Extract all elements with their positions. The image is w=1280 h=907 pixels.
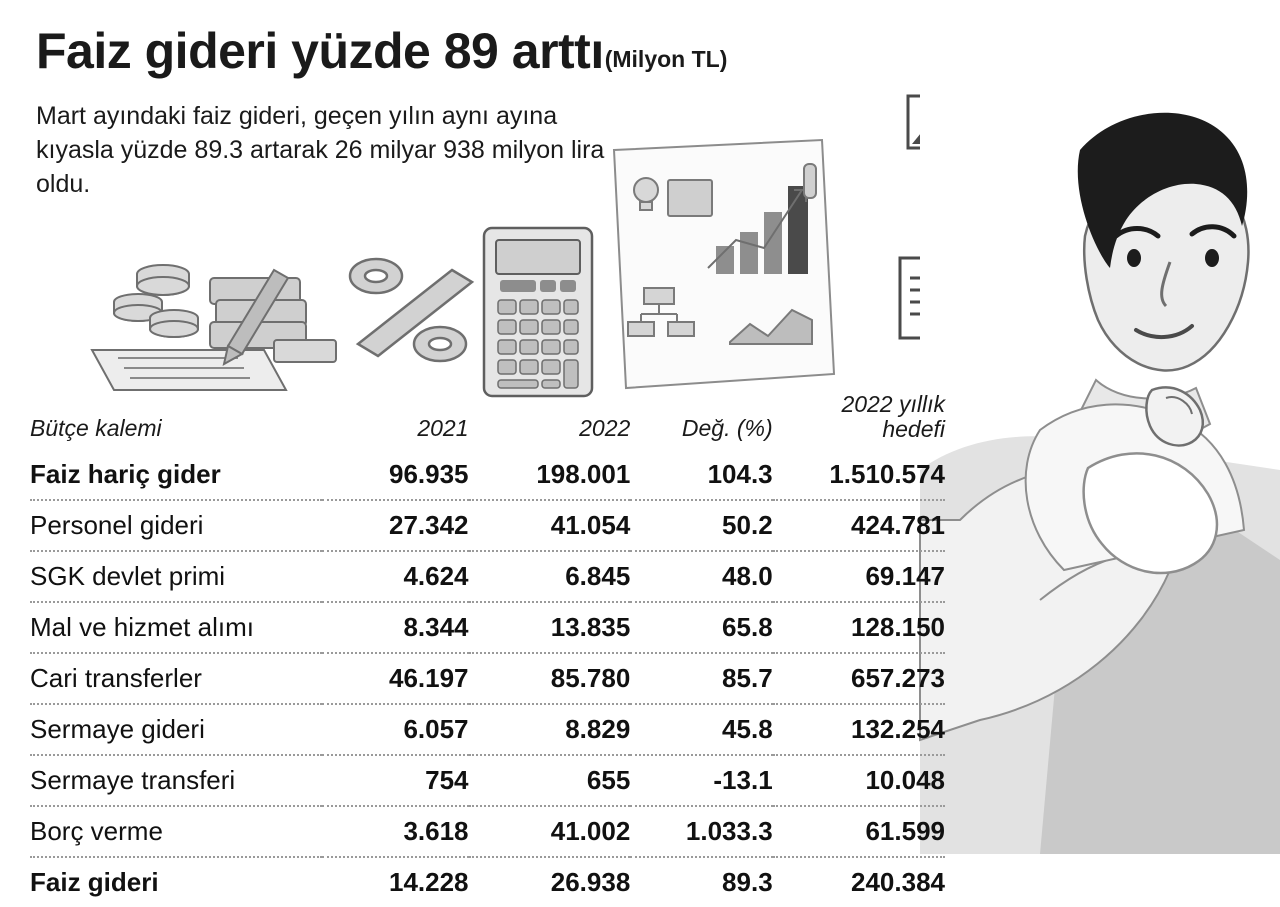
row-value-2022: 655	[469, 755, 631, 806]
data-table	[30, 392, 945, 907]
row-label: Mal ve hizmet alımı	[30, 602, 322, 653]
table-row	[30, 602, 945, 653]
row-value-2021: 46.197	[322, 653, 469, 704]
table-row	[30, 806, 945, 857]
table-row	[30, 653, 945, 704]
table-row	[30, 704, 945, 755]
row-label: Cari transferler	[30, 653, 322, 704]
table-body	[30, 450, 945, 907]
coins-icon	[78, 240, 338, 400]
row-value-2021: 3.618	[322, 806, 469, 857]
row-label: SGK devlet primi	[30, 551, 322, 602]
row-value-2022: 13.835	[469, 602, 631, 653]
row-value-change: 45.8	[630, 704, 772, 755]
row-label: Faiz hariç gider	[30, 450, 322, 500]
column-header-item: Bütçe kalemi	[30, 414, 162, 441]
row-value-target: 657.273	[773, 653, 945, 704]
table-row	[30, 857, 945, 907]
row-value-2021: 754	[322, 755, 469, 806]
column-header-target-line2: hedefi	[882, 415, 945, 442]
subtitle-text: Mart ayındaki faiz gideri, geçen yılın aynı ayına kıyasla yüzde 89.3 artarak 26 milyar 938 milyon lira oldu.	[36, 102, 605, 198]
row-value-change: -13.1	[630, 755, 772, 806]
column-header-2022: 2022	[579, 414, 631, 441]
calculator-icon	[478, 222, 598, 402]
row-value-2021: 27.342	[322, 500, 469, 551]
row-value-change: 65.8	[630, 602, 772, 653]
row-label: Sermaye transferi	[30, 755, 322, 806]
table-row	[30, 450, 945, 500]
percent-icon	[340, 248, 480, 378]
column-header-target-line1: 2022 yıllık	[841, 391, 945, 417]
row-label: Faiz gideri	[30, 866, 159, 897]
row-value-change: 104.3	[630, 450, 772, 500]
report-chart-icon	[596, 128, 846, 408]
row-value-target: 132.254	[773, 704, 945, 755]
row-value-2021: 4.624	[322, 551, 469, 602]
headline-group	[36, 23, 728, 79]
row-value-target: 128.150	[773, 602, 945, 653]
unit-label: (Milyon TL)	[604, 46, 728, 72]
budget-table	[30, 392, 945, 907]
row-value-change: 85.7	[630, 653, 772, 704]
row-value-2022: 26.938	[550, 866, 631, 897]
row-value-change: 89.3	[722, 866, 773, 897]
row-value-2021: 14.228	[388, 866, 469, 897]
row-value-2022: 85.780	[469, 653, 631, 704]
row-value-2021: 6.057	[322, 704, 469, 755]
row-value-change: 1.033.3	[630, 806, 772, 857]
thinking-person-illustration	[920, 0, 1280, 854]
row-label: Personel gideri	[30, 500, 322, 551]
row-value-target: 1.510.574	[773, 450, 945, 500]
page-title: Faiz gideri yüzde 89 arttı	[36, 23, 604, 79]
row-label: Borç verme	[30, 806, 322, 857]
table-row	[30, 551, 945, 602]
column-header-target	[773, 392, 945, 450]
row-value-2022: 198.001	[469, 450, 631, 500]
row-label: Sermaye gideri	[30, 704, 322, 755]
row-value-2021: 8.344	[322, 602, 469, 653]
row-value-target: 10.048	[773, 755, 945, 806]
column-header-change: Değ. (%)	[681, 414, 773, 441]
table-row	[30, 755, 945, 806]
table-head	[30, 392, 945, 450]
table-header-row	[30, 392, 945, 450]
row-value-change: 50.2	[630, 500, 772, 551]
row-value-target: 240.384	[851, 866, 945, 897]
row-value-target: 61.599	[773, 806, 945, 857]
row-value-2021: 96.935	[322, 450, 469, 500]
row-value-2022: 41.054	[469, 500, 631, 551]
row-value-target: 424.781	[773, 500, 945, 551]
row-value-2022: 6.845	[469, 551, 631, 602]
row-value-2022: 41.002	[469, 806, 631, 857]
column-header-2021: 2021	[417, 414, 469, 441]
row-value-2022: 8.829	[469, 704, 631, 755]
table-row	[30, 500, 945, 551]
row-value-target: 69.147	[773, 551, 945, 602]
row-value-change: 48.0	[630, 551, 772, 602]
